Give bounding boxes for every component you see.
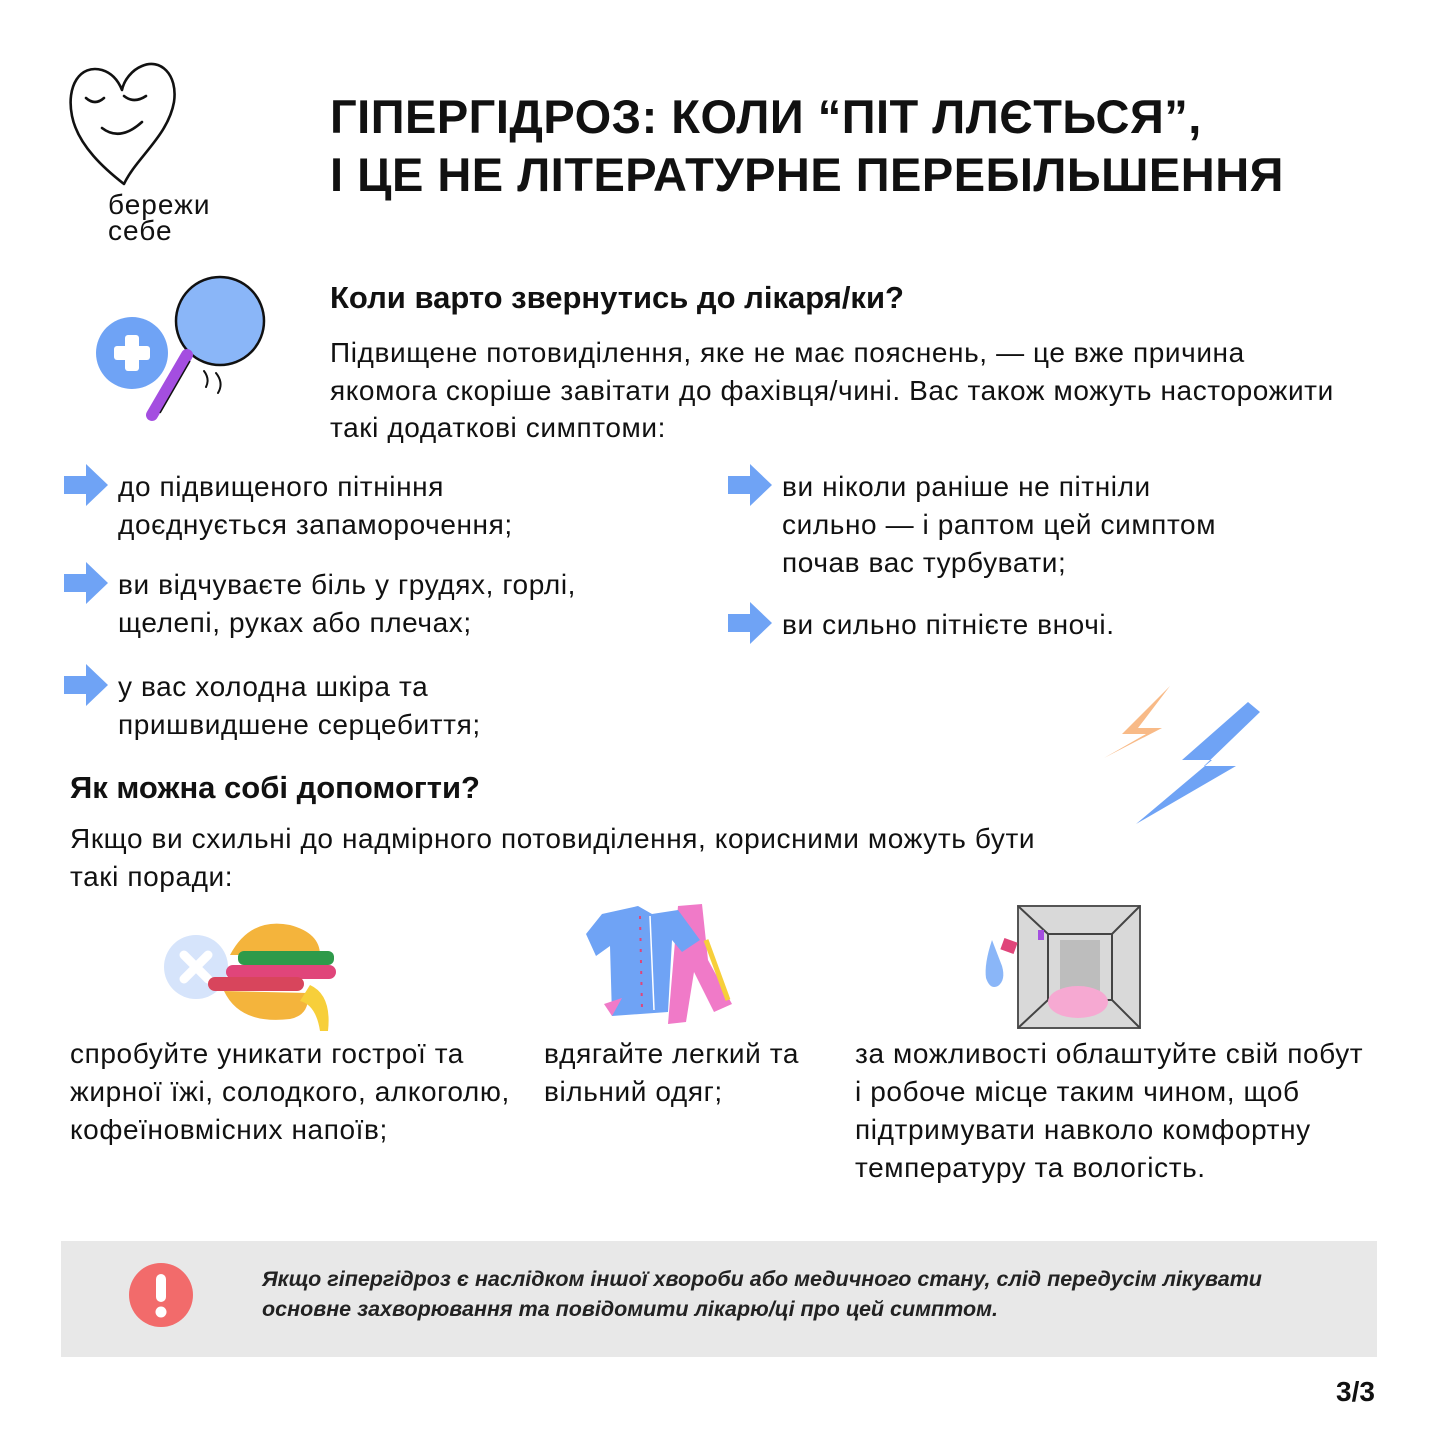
logo-heart-icon	[62, 58, 182, 188]
clothes-icon	[582, 900, 742, 1028]
page-title-line-2: І ЦЕ НЕ ЛІТЕРАТУРНЕ ПЕРЕБІЛЬШЕННЯ	[330, 148, 1284, 201]
tip-environment: за можливості облаштуйте свій побут і робоче місце таким чином, щоб підтримувати навколо комфортну температуру та вологість.	[855, 1038, 1364, 1183]
symptom-line: сильно — і раптом цей симптом	[782, 509, 1217, 540]
page-number: 3/3	[1336, 1376, 1375, 1407]
symptom-line: ви відчуваєте біль у грудях, горлі,	[118, 569, 577, 600]
symptom-line: ви сильно пітнієте вночі.	[782, 609, 1115, 640]
page-title	[330, 88, 1284, 204]
arrow-right-icon	[726, 460, 774, 510]
arrow-right-icon	[62, 558, 110, 608]
tip-clothes: вдягайте легкий та вільний одяг;	[544, 1038, 800, 1107]
symptom-line: щелепі, руках або плечах;	[118, 607, 472, 638]
room-humidity-icon	[980, 900, 1145, 1032]
logo-line-2: себе	[108, 215, 173, 246]
section-heading-selfhelp: Як можна собі допомогти?	[70, 770, 480, 805]
symptom-item	[62, 468, 513, 544]
symptom-item	[726, 468, 1216, 582]
logo-wordmark	[108, 189, 211, 246]
magnifier-plus-icon	[92, 275, 282, 435]
burger-cross-icon	[160, 915, 345, 1035]
symptom-line: почав вас турбувати;	[782, 547, 1067, 578]
symptom-line: ви ніколи раніше не пітніли	[782, 471, 1151, 502]
symptom-item	[62, 668, 481, 744]
symptom-line: доєднується запаморочення;	[118, 509, 513, 540]
page-title-line-1: ГІПЕРГІДРОЗ: КОЛИ “ПІТ ЛЛЄТЬСЯ”,	[330, 90, 1202, 143]
warning-text: Якщо гіпергідроз є наслідком іншої хвороби або медичного стану, слід передусім лікувати основне захворювання та повідомити лікарю/ці про цей симптом.	[262, 1267, 1262, 1321]
lightning-icon	[1100, 682, 1270, 832]
symptom-item	[726, 606, 1115, 648]
symptom-line: пришвидшене серцебиття;	[118, 709, 481, 740]
arrow-right-icon	[62, 460, 110, 510]
arrow-right-icon	[726, 598, 774, 648]
symptom-item	[62, 566, 576, 642]
symptom-line: до підвищеного пітніння	[118, 471, 444, 502]
section-heading-doctor: Коли варто звернутись до лікаря/ки?	[330, 280, 904, 315]
symptom-line: у вас холодна шкіра та	[118, 671, 429, 702]
section-intro-selfhelp: Якщо ви схильні до надмірного потовиділення, корисними можуть бути такі поради:	[70, 823, 1036, 892]
section-intro-doctor: Підвищене потовиділення, яке не має пояснень, — це вже причина якомога скоріше завітати до фахівця/чині. Вас також можуть насторожити такі додаткові симптоми:	[330, 337, 1334, 443]
arrow-right-icon	[62, 660, 110, 710]
logo-line-1: бережи	[108, 189, 211, 220]
tip-food: спробуйте уникати гострої та жирної їжі, солодкого, алкоголю, кофеїновмісних напоїв;	[70, 1038, 510, 1145]
exclamation-icon	[128, 1262, 194, 1328]
